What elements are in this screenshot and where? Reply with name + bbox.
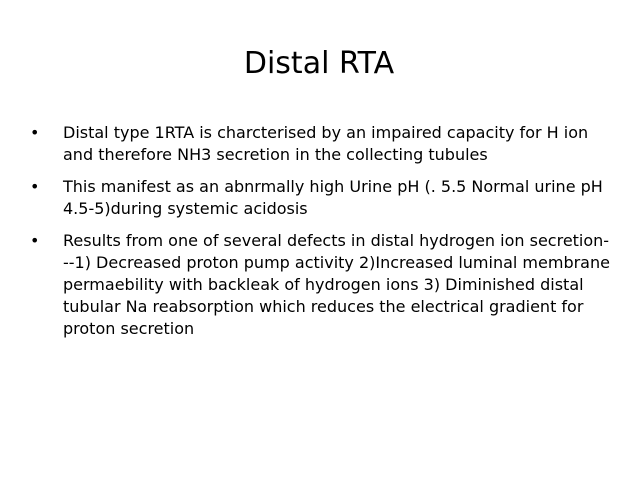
bullet-text: Distal type 1RTA is charcterised by an impaired capacity for H ion and therefore NH3 secretion in the collecting tubules bbox=[63, 123, 589, 164]
bullet-text: Results from one of several defects in distal hydrogen ion secretion---1) Decreased proton pump activity 2)Increased luminal membrane permaebility with backleak of hydrogen ions 3) Diminished distal tubular Na reabsorption which reduces the electrical gradient for proton secretion bbox=[63, 231, 610, 338]
bullet-item bbox=[30, 176, 610, 220]
bullet-marker: • bbox=[30, 231, 40, 250]
slide-title: Distal RTA bbox=[243, 46, 395, 81]
bullet-text: This manifest as an abnrmally high Urine pH (. 5.5 Normal urine pH 4.5-5)during systemic acidosis bbox=[63, 177, 603, 218]
bullet-item bbox=[30, 122, 610, 166]
bullet-item bbox=[30, 230, 610, 340]
bullet-marker: • bbox=[30, 123, 40, 142]
bullet-marker: • bbox=[30, 177, 40, 196]
bullet-list bbox=[30, 122, 610, 350]
